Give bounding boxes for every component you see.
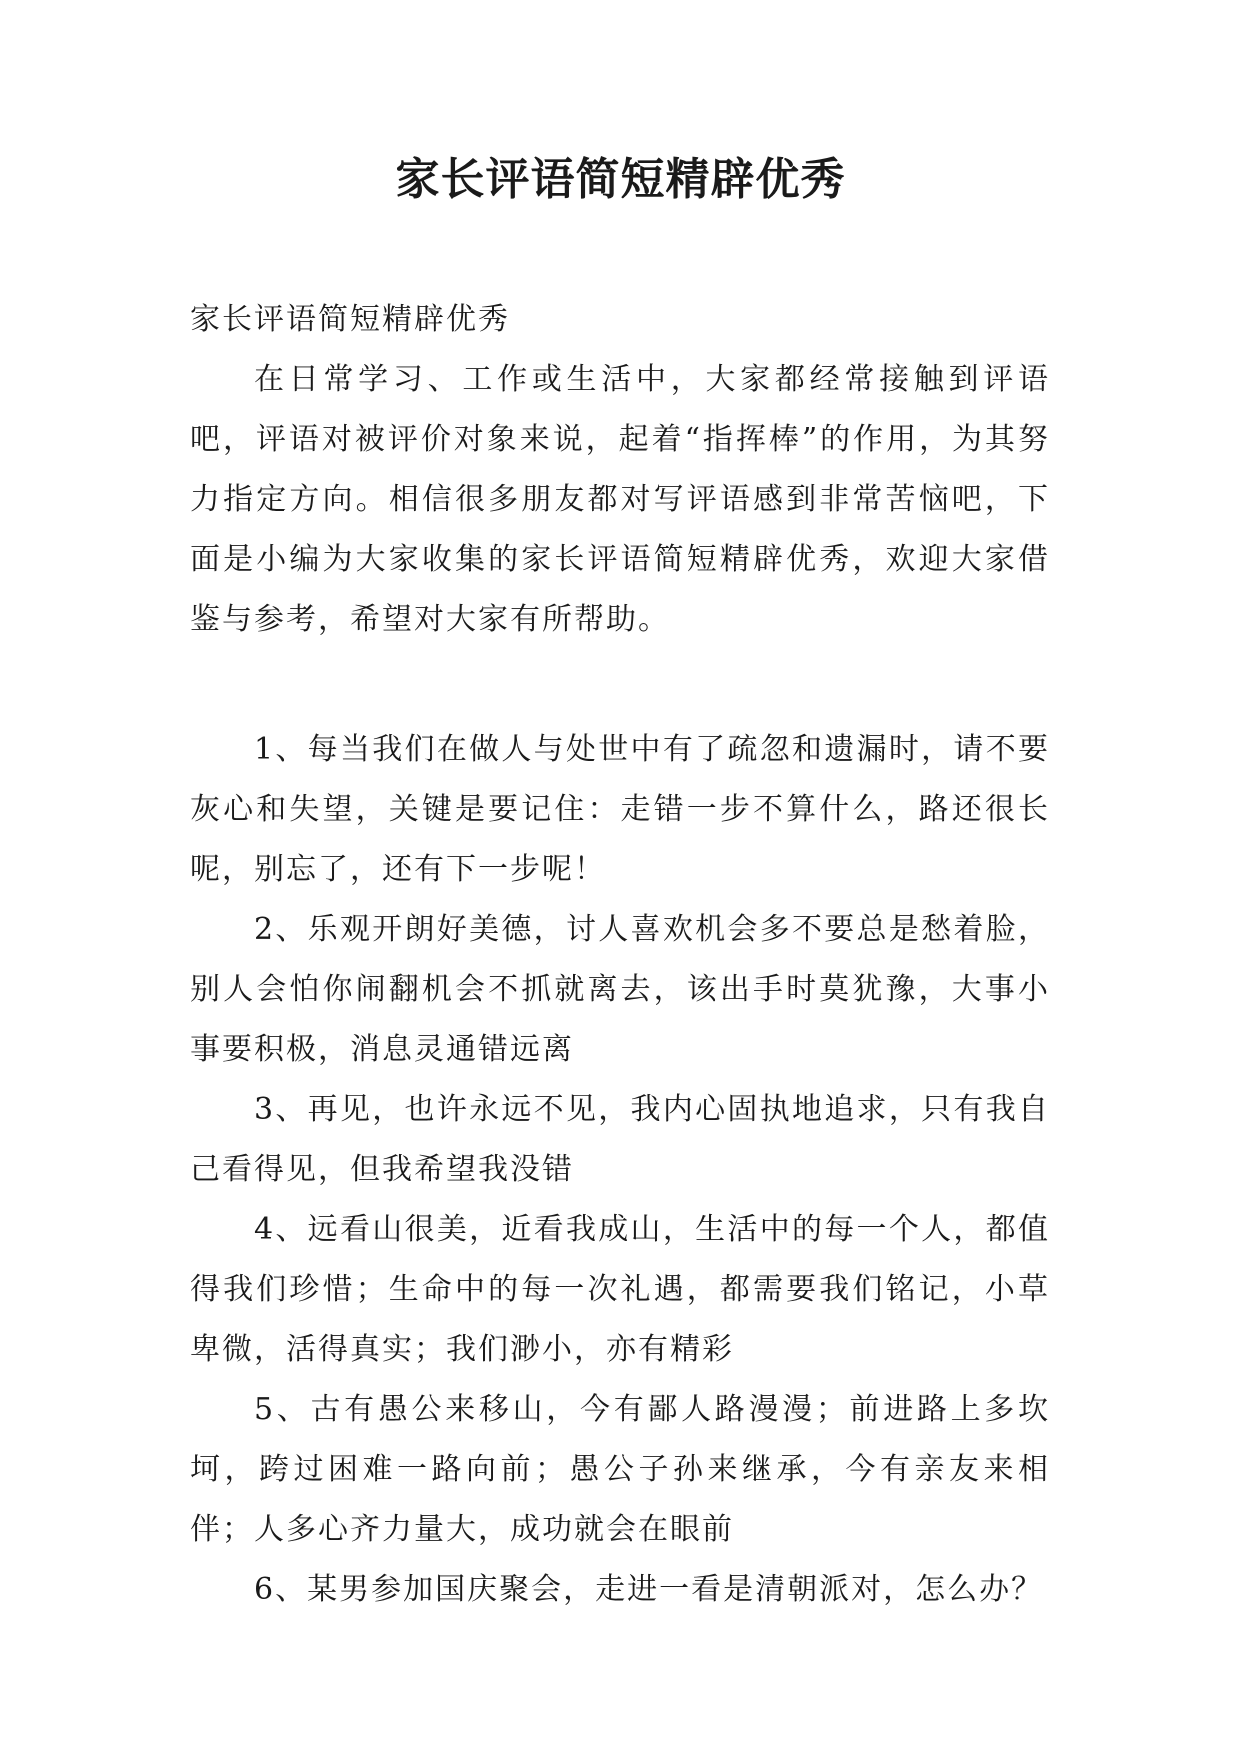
document-body — [190, 290, 1050, 1620]
comment-item-3: 3、再见，也许永远不见，我内心固执地追求，只有我自己看得见，但我希望我没错 — [190, 1092, 1050, 1187]
intro-paragraph: 在日常学习、工作或生活中，大家都经常接触到评语吧，评语对被评价对象来说，起着“指挥棒”的作用，为其努力指定方向。相信很多朋友都对写评语感到非常苦恼吧，下面是小编为大家收集的家长评语简短精辟优秀，欢迎大家借鉴与参考，希望对大家有所帮助。 — [190, 362, 1050, 637]
document-title: 家长评语简短精辟优秀 — [395, 154, 846, 205]
comment-item-1: 1、每当我们在做人与处世中有了疏忽和遗漏时，请不要灰心和失望，关键是要记住：走错一步不算什么，路还很长呢，别忘了，还有下一步呢！ — [190, 732, 1050, 887]
comment-item-5: 5、古有愚公来移山，今有鄙人路漫漫；前进路上多坎坷，跨过困难一路向前；愚公子孙来继承，今有亲友来相伴；人多心齐力量大，成功就会在眼前 — [190, 1392, 1050, 1547]
document-subtitle: 家长评语简短精辟优秀 — [190, 302, 510, 337]
paragraph-spacer — [190, 650, 1050, 720]
comment-item-2: 2、乐观开朗好美德，讨人喜欢机会多不要总是愁着脸，别人会怕你闹翻机会不抓就离去，该出手时莫犹豫，大事小事要积极，消息灵通错远离 — [190, 912, 1050, 1067]
comment-item-6: 6、某男参加国庆聚会，走进一看是清朝派对，怎么办？ — [254, 1572, 1044, 1607]
comment-item-4: 4、远看山很美，近看我成山，生活中的每一个人，都值得我们珍惜；生命中的每一次礼遇，都需要我们铭记，小草卑微，活得真实；我们渺小，亦有精彩 — [190, 1212, 1050, 1367]
